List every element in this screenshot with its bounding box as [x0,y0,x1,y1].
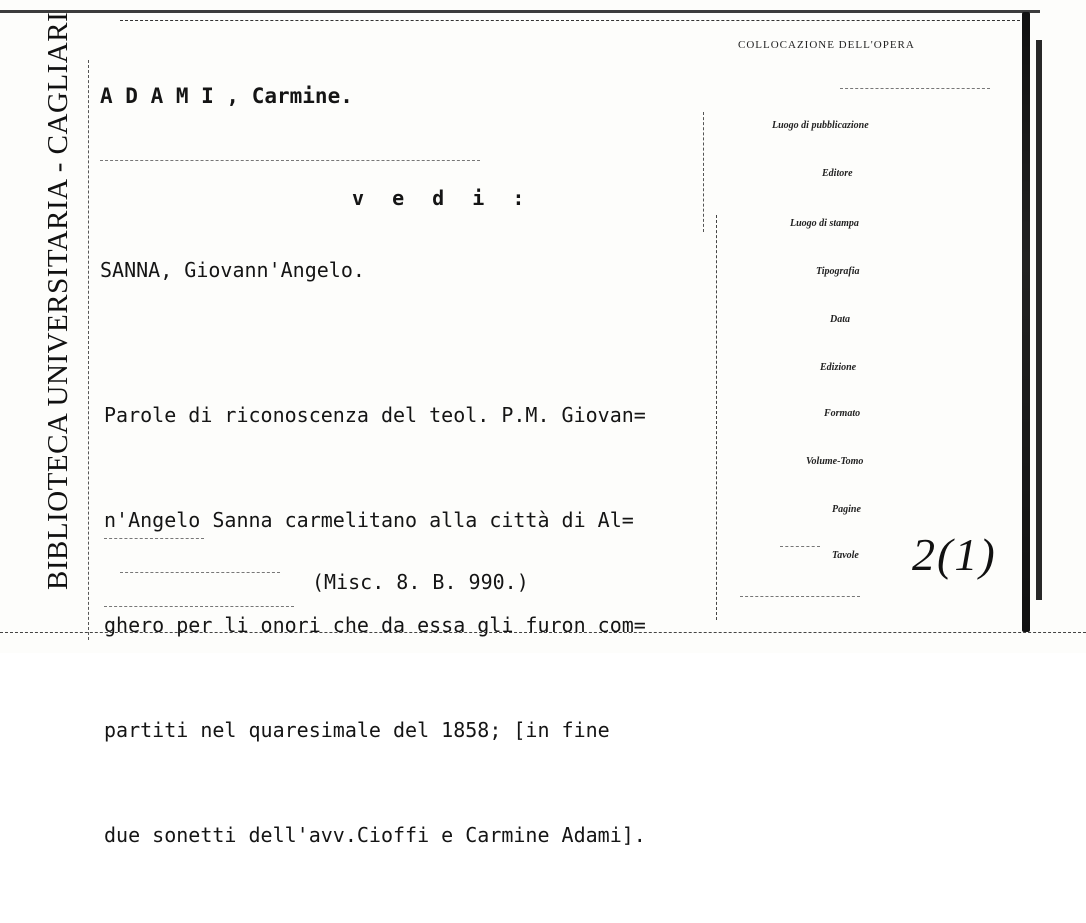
collocation-heading: COLLOCAZIONE DELL'OPERA [738,39,915,51]
field-label-tavole: Tavole [832,550,859,561]
shelfmark: (Misc. 8. B. 990.) [312,570,529,594]
top-dashed-rule [120,20,1020,21]
description-line: due sonetti dell'avv.Cioffi e Carmine Adami]. [104,823,646,847]
scan-edge-right-outer [1036,40,1042,600]
dashed-rule [740,596,860,597]
field-label-formato: Formato [824,408,861,419]
field-label-data: Data [830,314,850,325]
field-label-volume-tomo: Volume-Tomo [806,456,864,467]
field-label-pagine: Pagine [832,504,861,515]
field-column-rule [703,112,704,232]
description-line: Parole di riconoscenza del teol. P.M. Giovan= [104,403,646,427]
referenced-author: SANNA, Giovann'Angelo. [100,258,365,282]
scan-edge-right [1022,12,1030,632]
field-label-edizione: Edizione [820,362,857,373]
dashed-rule [100,160,480,161]
library-stamp: BIBLIOTECA UNIVERSITARIA - CAGLIARI [42,11,74,590]
field-label-tipografia: Tipografia [816,266,860,277]
title-description [104,328,646,923]
scan-edge-top [0,10,1040,13]
field-label-luogo-stampa: Luogo di stampa [790,218,859,229]
field-label-editore: Editore [822,168,853,179]
author-heading: A D A M I , Carmine. [100,84,353,108]
description-line: partiti nel quaresimale del 1858; [in fine [104,718,610,742]
dashed-rule [780,546,820,547]
dashed-rule [840,88,990,89]
field-column-rule [716,215,717,620]
left-margin-rule [88,60,89,640]
dashed-rule [120,572,280,573]
dashed-rule [104,606,294,607]
description-line: n'Angelo Sanna carmelitano alla città di Al= [104,508,634,532]
field-label-luogo-pubblicazione: Luogo di pubblicazione [772,120,869,131]
handwritten-note: 2(1) [912,529,997,580]
vedi-label: v e d i : [352,186,533,210]
dashed-rule [104,538,204,539]
description-line: ghero per li onori che da essa gli furon com= [104,613,646,637]
